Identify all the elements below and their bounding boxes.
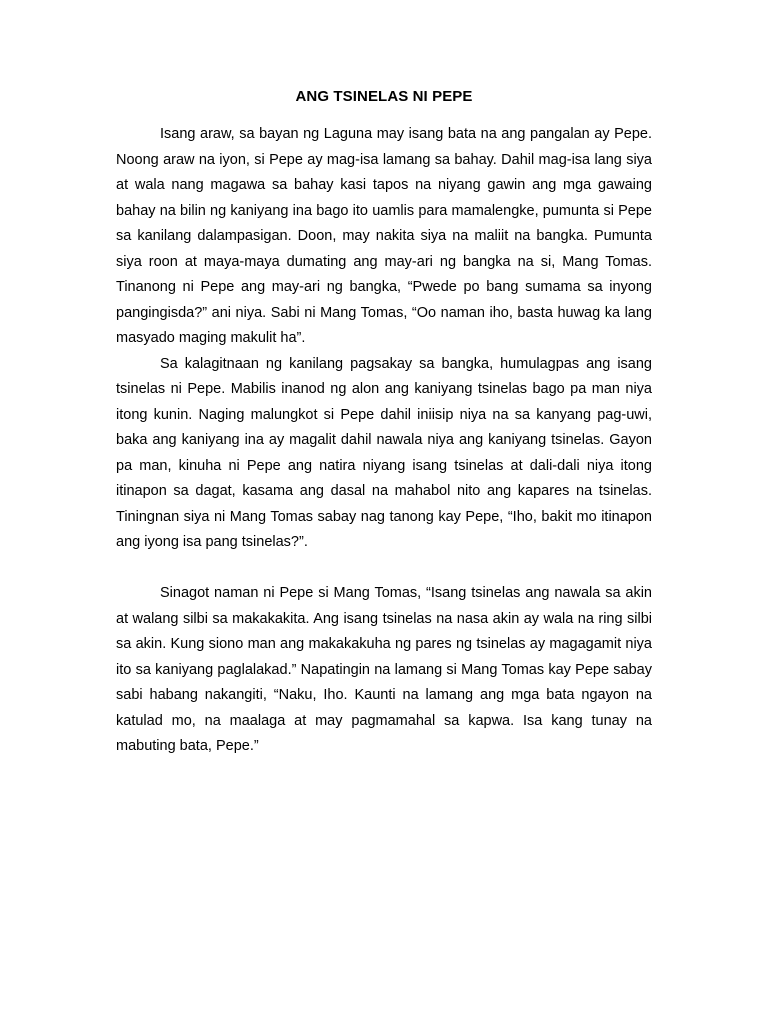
document-title: ANG TSINELAS NI PEPE bbox=[295, 88, 473, 105]
document-body bbox=[116, 122, 652, 760]
paragraph-3: Sinagot naman ni Pepe si Mang Tomas, “Isang tsinelas ang nawala sa akin at walang silbi sa makakakita. Ang isang tsinelas na nasa akin ay wala na ring silbi sa akin. Kung siono man ang makakakuha ng pares ng tsinelas ay magagamit niya ito sa kaniyang paglalakad.” Napatingin na lamang si Mang Tomas kay Pepe sabay sabi habang nakangiti, “Naku, Iho. Kaunti na lamang ang mga bata ngayon na katulad mo, na maalaga at may pagmamahal sa kapwa. Isa kang tunay na mabuting bata, Pepe.” bbox=[116, 585, 652, 754]
paragraph-2: Sa kalagitnaan ng kanilang pagsakay sa bangka, humulagpas ang isang tsinelas ni Pepe. Mabilis inanod ng alon ang kaniyang tsinelas bago pa man niya itong kunin. Naging malungkot si Pepe dahil iniisip niya na sa kanyang pag-uwi, baka ang kaniyang ina ay magalit dahil nawala niya ang kaniyang tsinelas. Gayon pa man, kinuha ni Pepe ang natira niyang isang tsinelas at dali-dali niya itong itinapon sa dagat, kasama ang dasal na mahabol nito ang kapares na tsinelas. Tiningnan siya ni Mang Tomas sabay nag tanong kay Pepe, “Iho, bakit mo itinapon ang iyong isa pang tsinelas?”. bbox=[116, 355, 652, 550]
paragraph-1: Isang araw, sa bayan ng Laguna may isang bata na ang pangalan ay Pepe. Noong araw na iyon, si Pepe ay mag-isa lamang sa bahay. Dahil mag-isa lang siya at wala nang magawa sa bahay kasi tapos na niyang gawin ang mga gawaing bahay na bilin ng kaniyang ina bago ito uamlis para mamalengke, pumunta si Pepe sa kanilang dalampasigan. Doon, may nakita siya na maliit na bangka. Pumunta siya roon at maya-maya dumating ang may-ari ng bangka na si, Mang Tomas. Tinanong ni Pepe ang may-ari ng bangka, “Pwede po bang sumama sa inyong pangingisda?” ani niya. Sabi ni Mang Tomas, “Oo naman iho, basta huwag ka lang masyado maging makulit ha”. bbox=[116, 126, 652, 346]
